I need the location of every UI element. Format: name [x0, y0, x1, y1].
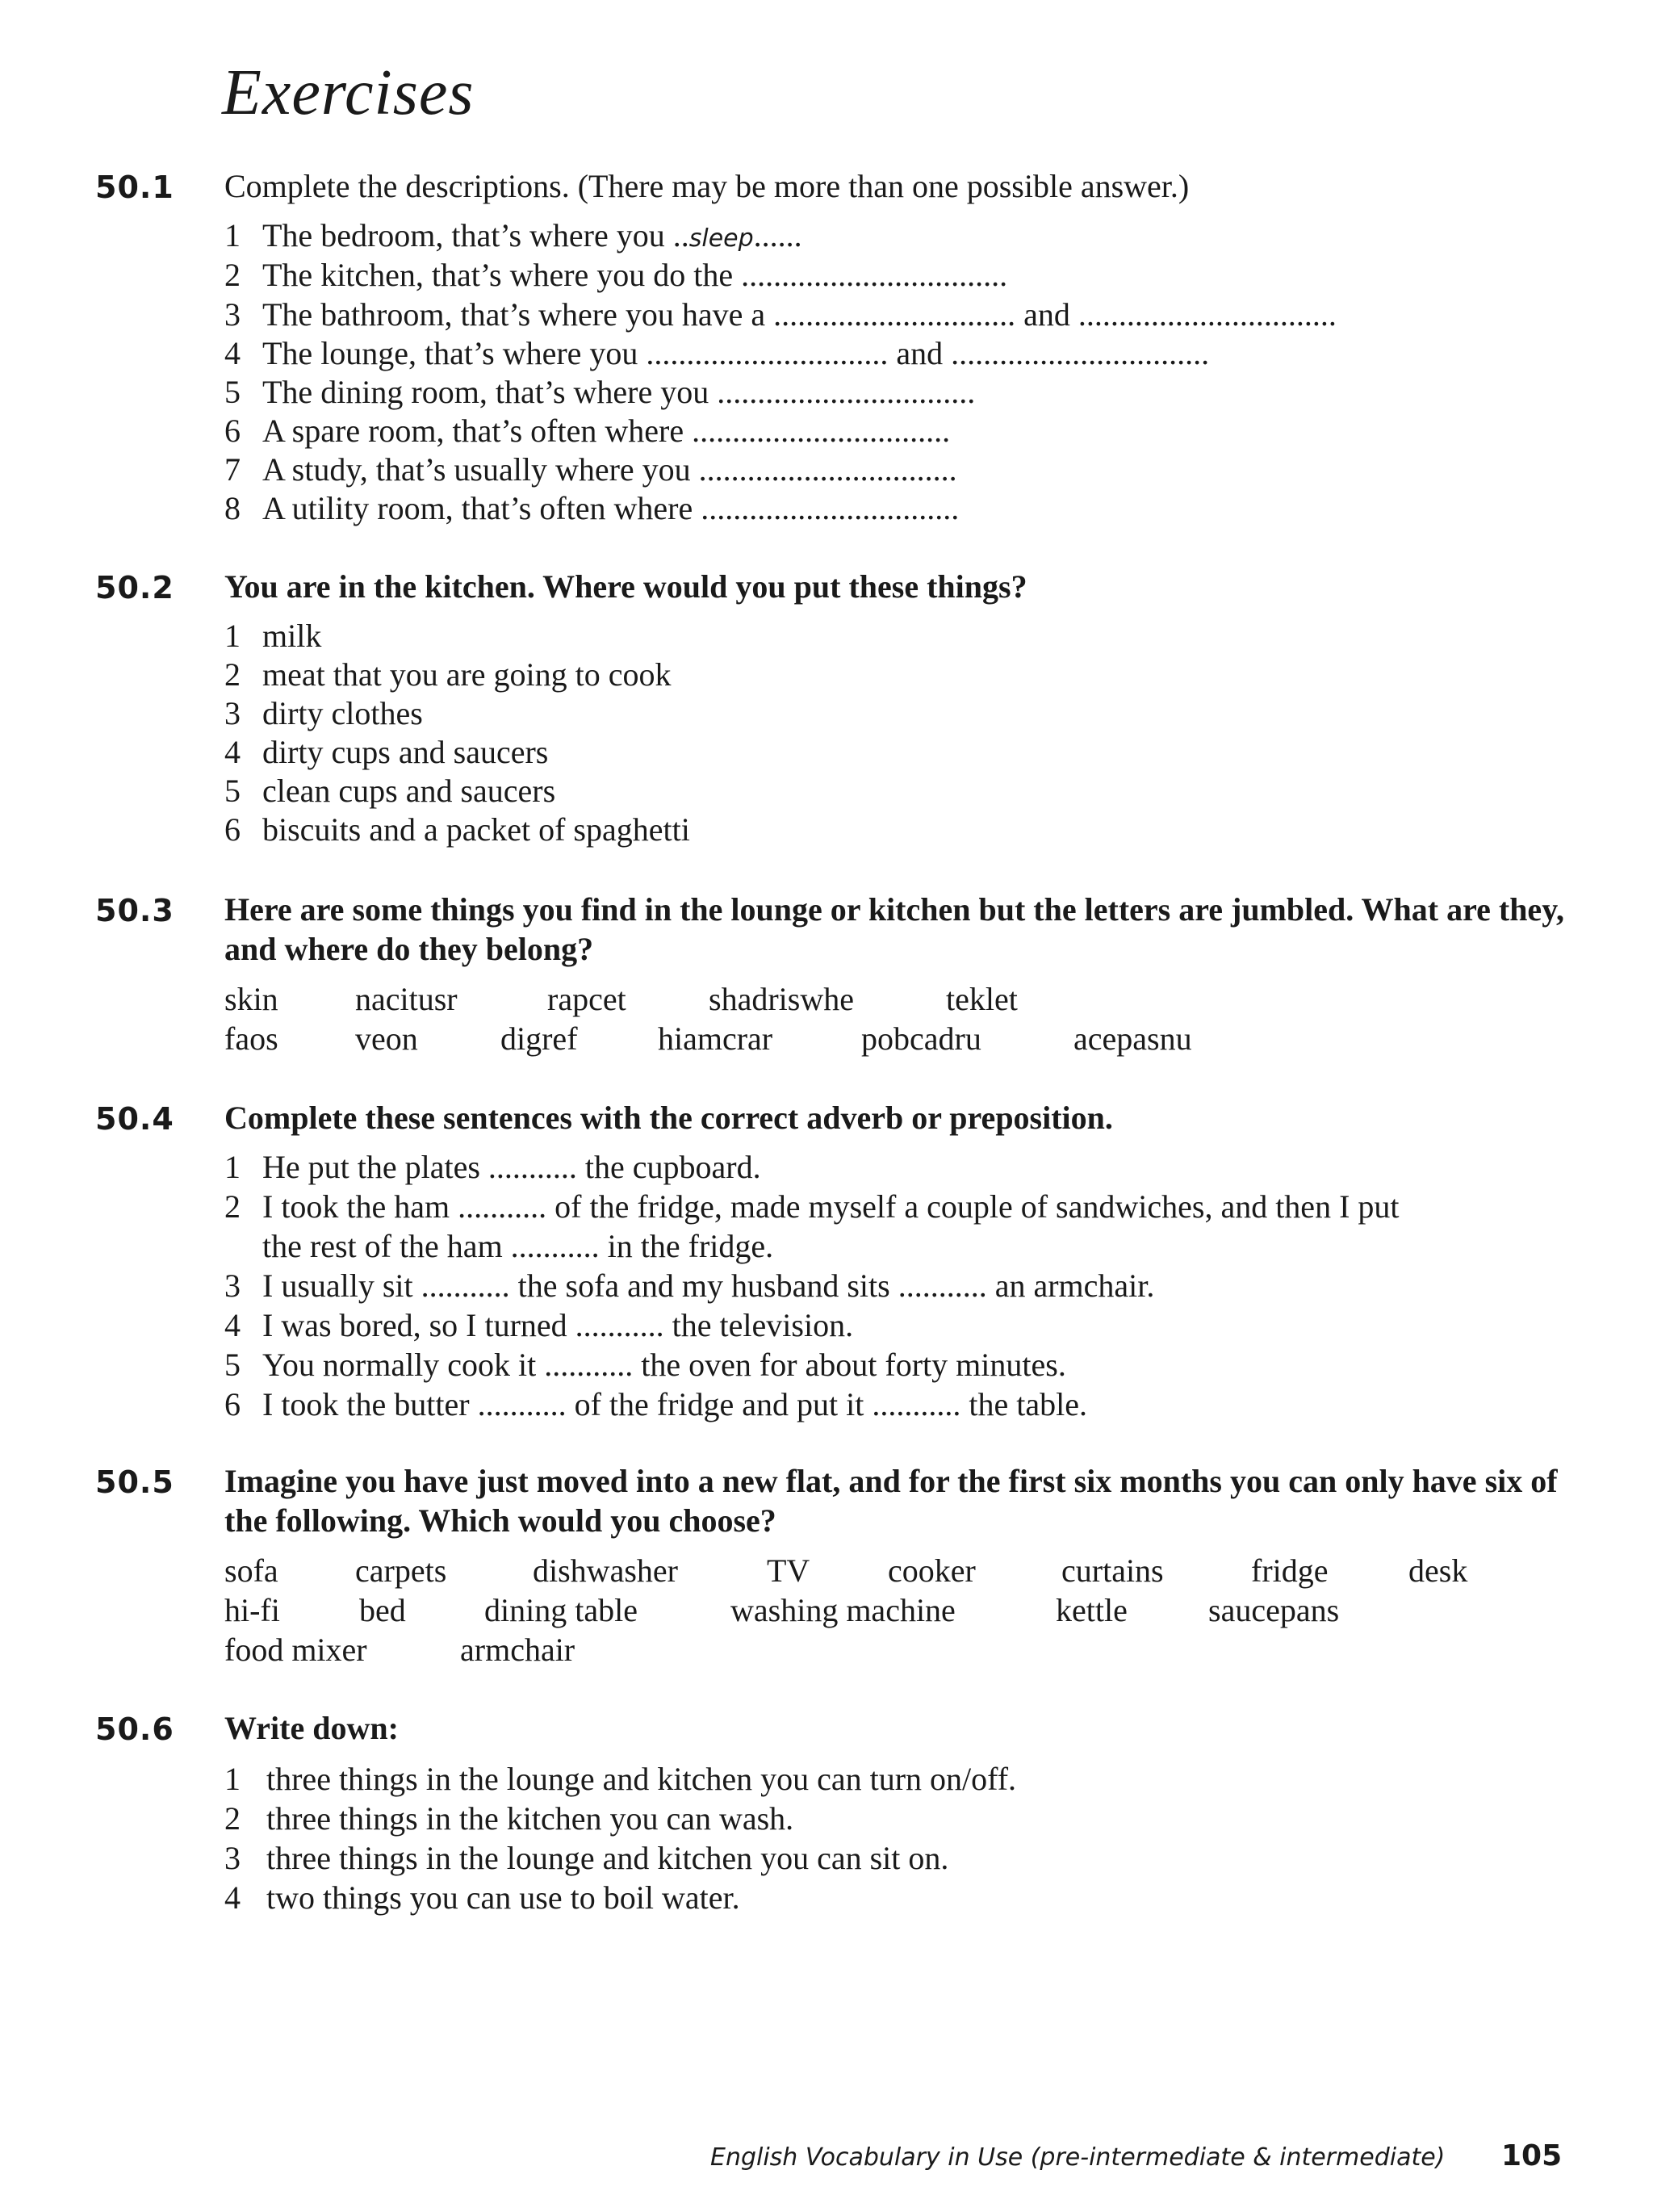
jumbled-word: veon: [355, 1020, 418, 1057]
jumbled-word: skin: [224, 981, 278, 1017]
exercise-instruction-50-3: Here are some things you find in the lounge or kitchen but the letters are jumbled. What are they, and where do they belong?: [224, 891, 1564, 967]
exercise-number-50-6: 50.6: [95, 1711, 174, 1747]
jumbled-word: acepasnu: [1073, 1020, 1192, 1057]
exercise-instruction-50-2: You are in the kitchen. Where would you put these things?: [224, 568, 1027, 605]
book-title: English Vocabulary in Use (pre-intermediate & intermediate): [710, 2143, 1446, 2172]
jumbled-word: hiamcrar: [658, 1020, 773, 1057]
option-word: desk: [1408, 1552, 1468, 1589]
jumbled-word: teklet: [946, 981, 1018, 1017]
page-title: Exercises: [222, 57, 475, 128]
exercise-instruction-50-5: Imagine you have just moved into a new flat, and for the first six months you can only have six of the following. Which would you choose?: [224, 1463, 1558, 1539]
exercise-number-50-5: 50.5: [95, 1464, 174, 1500]
option-word: sofa: [224, 1552, 278, 1589]
exercise-number-50-4: 50.4: [95, 1101, 174, 1137]
jumbled-word: nacitusr: [355, 981, 458, 1017]
exercise-instruction-50-4: Complete these sentences with the correct adverb or preposition.: [224, 1100, 1113, 1136]
option-word: food mixer: [224, 1632, 367, 1668]
jumbled-word: faos: [224, 1020, 278, 1057]
option-word: hi-fi: [224, 1592, 280, 1628]
jumbled-word: rapcet: [547, 981, 626, 1017]
exercise-instruction-50-6: Write down:: [224, 1710, 399, 1746]
exercise-instruction-50-1: Complete the descriptions. (There may be more than one possible answer.): [224, 168, 1190, 204]
jumbled-word: digref: [500, 1020, 578, 1057]
option-word: curtains: [1061, 1552, 1164, 1589]
option-word: fridge: [1251, 1552, 1329, 1589]
jumbled-word: shadriswhe: [709, 981, 854, 1017]
exercise-number-50-2: 50.2: [95, 570, 174, 605]
option-word: dishwasher: [533, 1552, 678, 1589]
handwritten-answer: sleep: [688, 224, 754, 253]
option-word: kettle: [1056, 1592, 1128, 1628]
option-word: washing machine: [730, 1592, 956, 1628]
jumbled-word: pobcadru: [861, 1020, 981, 1057]
option-word: carpets: [355, 1552, 447, 1589]
option-word: TV: [767, 1552, 810, 1589]
option-word: dining table: [484, 1592, 638, 1628]
exercise-number-50-1: 50.1: [95, 170, 174, 205]
option-word: bed: [359, 1592, 406, 1628]
option-word: armchair: [460, 1632, 575, 1668]
page-number: 105: [1501, 2139, 1563, 2172]
option-word: cooker: [888, 1552, 976, 1589]
exercise-number-50-3: 50.3: [95, 893, 174, 928]
option-word: saucepans: [1208, 1592, 1340, 1628]
